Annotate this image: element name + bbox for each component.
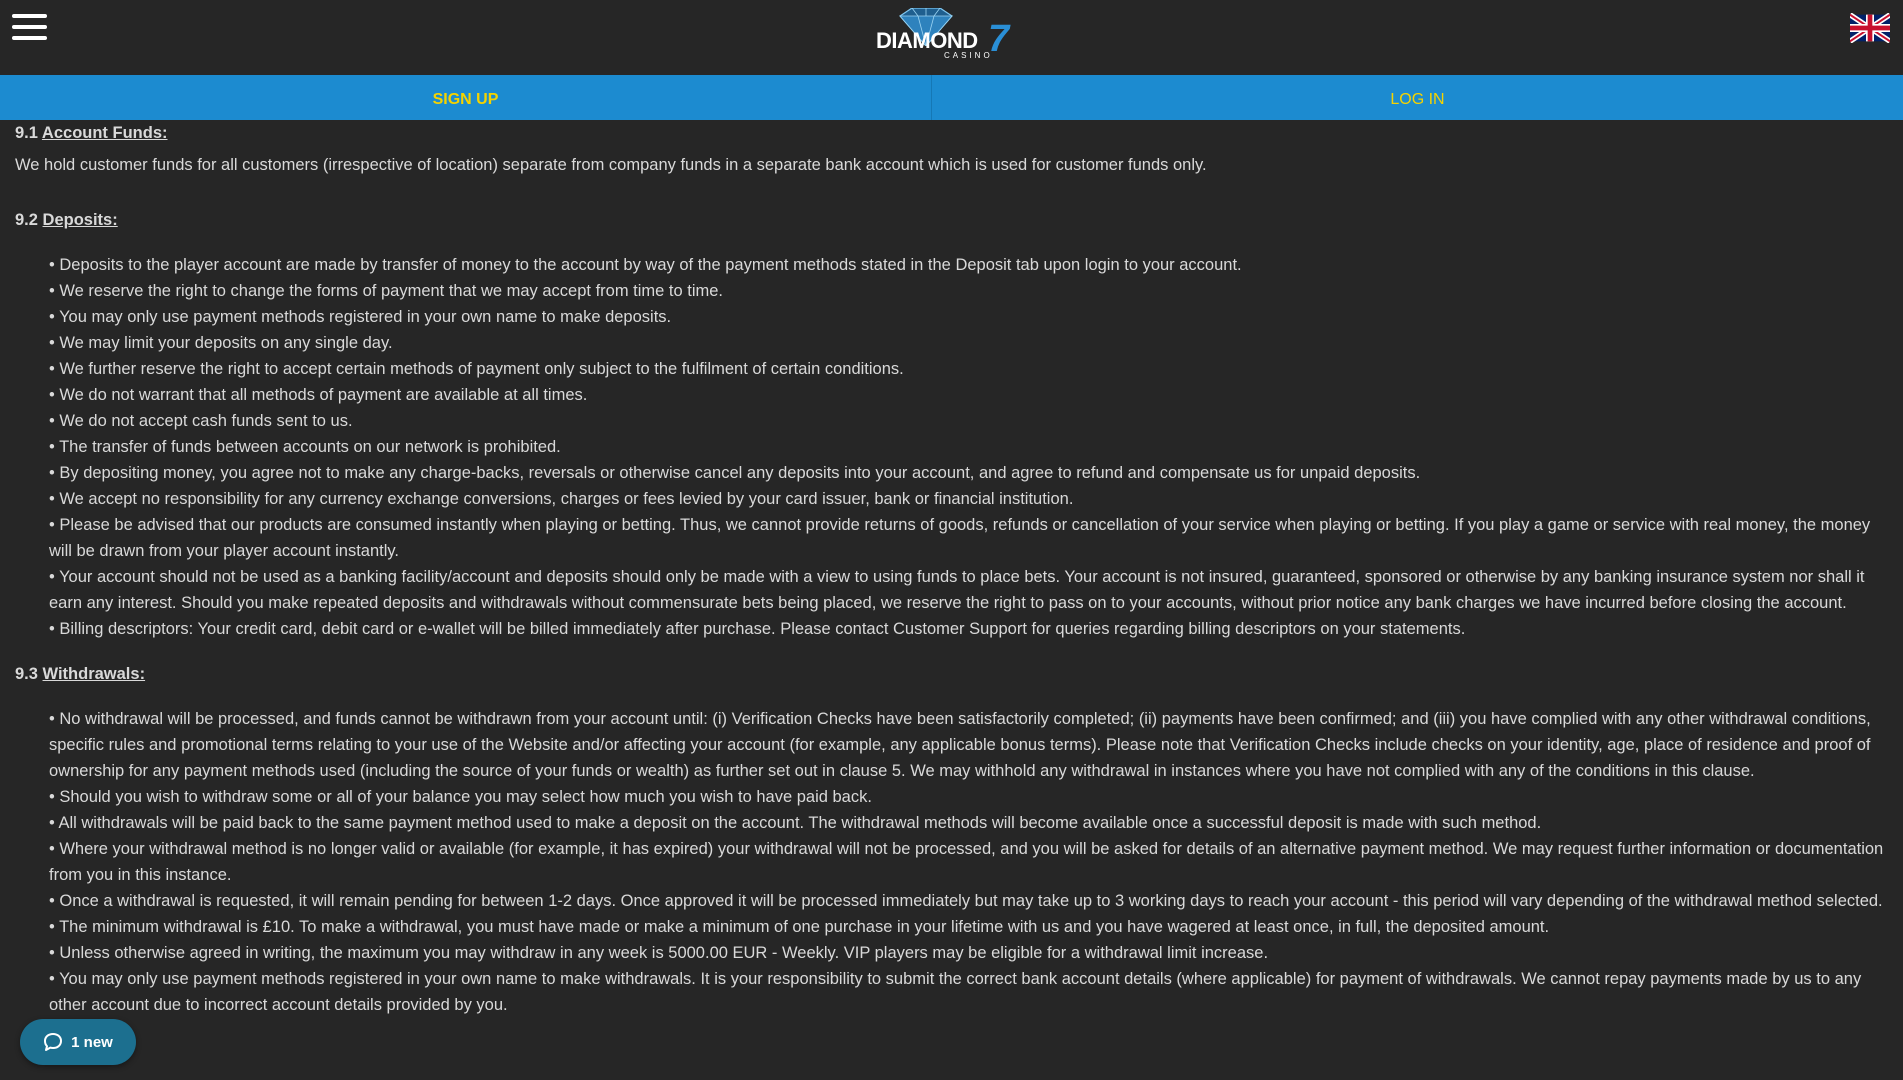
uk-flag-icon[interactable] bbox=[1850, 13, 1890, 43]
withdrawals-list bbox=[15, 706, 1890, 1018]
top-header bbox=[0, 0, 1903, 75]
list-item: • No withdrawal will be processed, and funds cannot be withdrawn from your account until: (i) Verification Checks have been satisfactorily completed; (ii) payments have been confirmed; and (iii) you have complied with any other withdrawal conditions, specific rules and promotional terms relating to your use of the Website and/or affecting your account (for example, any applicable bonus terms). Please note that Verification Checks include checks on your identity, age, place of residence and proof of ownership for any payment methods used (including the source of your funds or wealth) as further set out in clause 5. We may withhold any withdrawal in instances where you have not complied with any of the conditions in this clause. bbox=[49, 710, 1871, 780]
list-item: • We do not warrant that all methods of payment are available at all times. bbox=[49, 386, 588, 404]
list-item: • We do not accept cash funds sent to us. bbox=[49, 412, 353, 430]
list-item: • Once a withdrawal is requested, it will remain pending for between 1-2 days. Once approved it will be processed immediately but may take up to 3 working days to reach your account - this period will vary depending of the withdrawal method selected. bbox=[49, 892, 1883, 910]
list-item: • Billing descriptors: Your credit card, debit card or e-wallet will be billed immediately after purchase. Please contact Customer Support for queries regarding billing descriptors on your statements. bbox=[49, 620, 1466, 638]
section-title-withdrawals: 9.3 Withdrawals: bbox=[15, 665, 146, 683]
list-item: • We accept no responsibility for any currency exchange conversions, charges or fees levied by your card issuer, bank or financial institution. bbox=[49, 490, 1074, 508]
sign-up-button[interactable]: SIGN UP bbox=[0, 75, 932, 120]
logo-text: DIAMOND bbox=[876, 28, 978, 53]
list-item: • You may only use payment methods registered in your own name to make deposits. bbox=[49, 308, 672, 326]
logo-subtext: CASINO bbox=[944, 51, 993, 60]
list-item: • By depositing money, you agree not to make any charge-backs, reversals or otherwise cancel any deposits into your account, and agree to refund and compensate us for unpaid deposits. bbox=[49, 464, 1421, 482]
list-item: • Unless otherwise agreed in writing, the maximum you may withdraw in any week is 5000.00 EUR - Weekly. VIP players may be eligible for a withdrawal limit increase. bbox=[49, 944, 1269, 962]
list-item: • The minimum withdrawal is £10. To make a withdrawal, you must have made or make a minimum of one purchase in your lifetime with us and you have wagered at least once, in full, the deposited amount. bbox=[49, 918, 1550, 936]
auth-bar bbox=[0, 75, 1903, 120]
section-title-account-funds: 9.1 Account Funds: bbox=[15, 124, 168, 142]
site-logo[interactable] bbox=[876, 8, 1018, 68]
list-item: • All withdrawals will be paid back to the same payment method used to make a deposit on the account. The withdrawal methods will become available once a successful deposit is made with such method. bbox=[49, 814, 1542, 832]
list-item: • Please be advised that our products are consumed instantly when playing or betting. Thus, we cannot provide returns of goods, refunds or cancellation of your service when playing or betting. If you play a game or service with real money, the money will be drawn from your player account instantly. bbox=[49, 516, 1871, 560]
terms-content bbox=[15, 120, 1890, 1018]
list-item: • We reserve the right to change the forms of payment that we may accept from time to time. bbox=[49, 282, 724, 300]
list-item: • Should you wish to withdraw some or all of your balance you may select how much you wish to have paid back. bbox=[49, 788, 872, 806]
deposits-list bbox=[15, 252, 1890, 642]
list-item: • Deposits to the player account are made by transfer of money to the account by way of the payment methods stated in the Deposit tab upon login to your account. bbox=[49, 256, 1242, 274]
hamburger-menu-icon[interactable] bbox=[12, 14, 47, 40]
log-in-button[interactable]: LOG IN bbox=[1390, 91, 1445, 108]
section-heading: Account Funds: bbox=[41, 124, 168, 142]
chat-label: 1 new bbox=[71, 1033, 113, 1051]
account-funds-paragraph: We hold customer funds for all customers (irrespective of location) separate from company funds in a separate bank account which is used for customer funds only. bbox=[15, 156, 1207, 174]
logo-seven: 7 bbox=[988, 18, 1010, 60]
list-item: • The transfer of funds between accounts on our network is prohibited. bbox=[49, 438, 561, 456]
chat-button[interactable] bbox=[20, 1019, 136, 1065]
section-heading: Withdrawals: bbox=[42, 665, 146, 683]
list-item: • Your account should not be used as a banking facility/account and deposits should only be made with a view to using funds to place bets. Your account is not insured, guaranteed, sponsored or otherwise by any banking insurance system nor shall it earn any interest. Should you make repeated deposits and withdrawals without commensurate bets being placed, we reserve the right to pass on to your accounts, without prior notice any bank charges we have incurred before closing the account. bbox=[49, 568, 1865, 612]
list-item: • We further reserve the right to accept certain methods of payment only subject to the fulfilment of certain conditions. bbox=[49, 360, 904, 378]
section-title-deposits: 9.2 Deposits: bbox=[15, 211, 118, 229]
list-item: • Where your withdrawal method is no longer valid or available (for example, it has expired) your withdrawal will not be processed, and you will be asked for details of an alternative payment method. We may request further information or documentation from you in this instance. bbox=[49, 840, 1884, 884]
chat-bubble-icon bbox=[43, 1032, 63, 1052]
list-item: • We may limit your deposits on any single day. bbox=[49, 334, 393, 352]
section-heading: Deposits: bbox=[42, 211, 118, 229]
list-item: • You may only use payment methods registered in your own name to make withdrawals. It is your responsibility to submit the correct bank account details (where applicable) for payment of withdrawals. We cannot repay payments made by us to any other account due to incorrect account details provided by you. bbox=[49, 970, 1862, 1014]
